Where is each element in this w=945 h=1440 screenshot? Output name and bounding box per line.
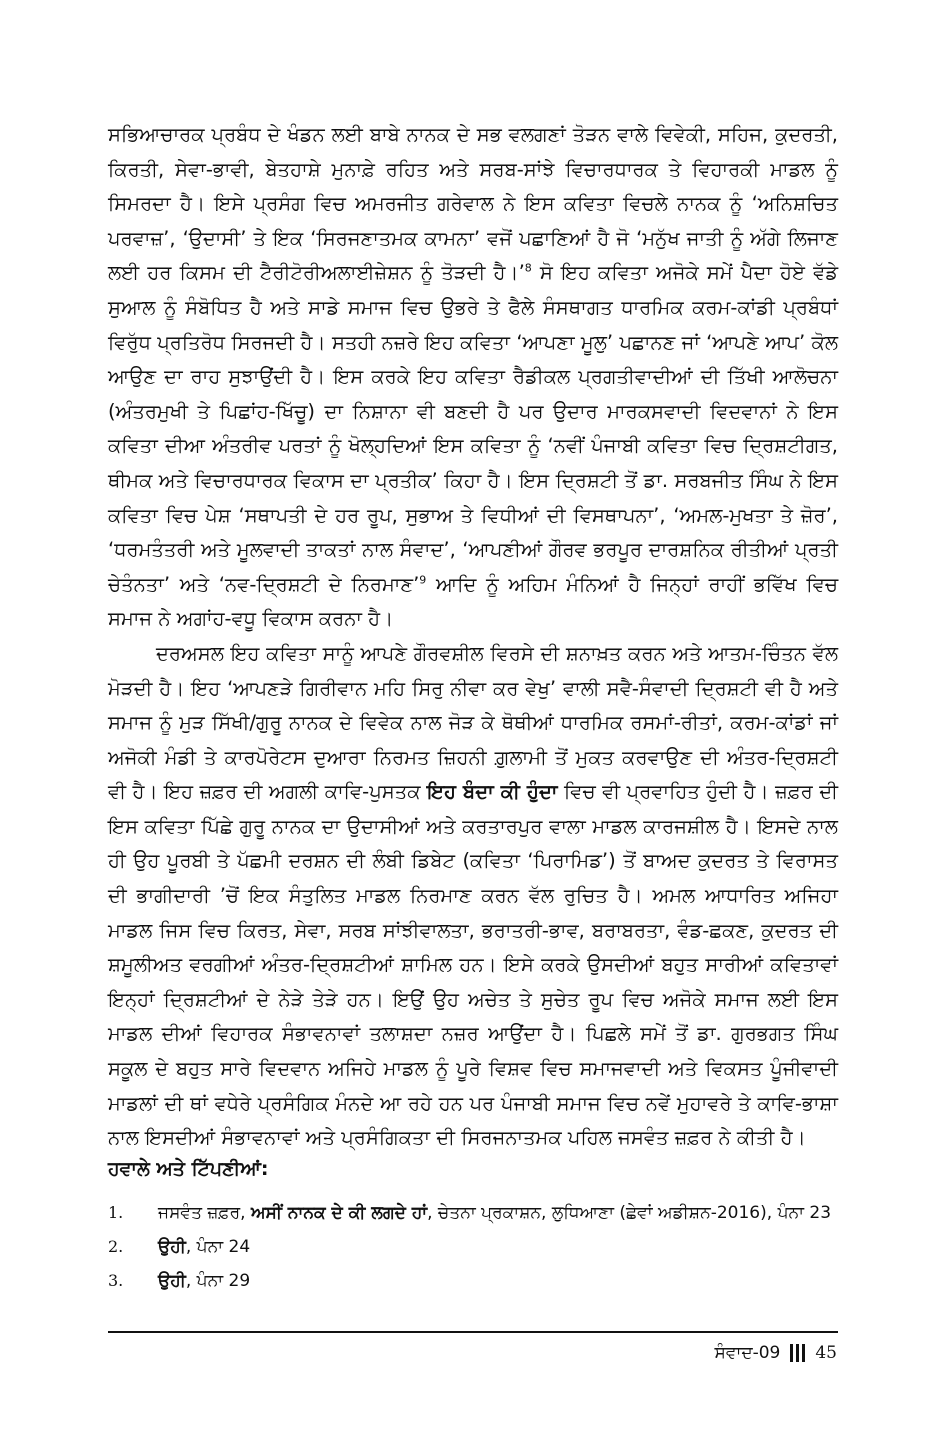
paragraph-2-text-a: ਦਰਅਸਲ ਇਹ ਕਵਿਤਾ ਸਾਨੂੰ ਆਪਣੇ ਗੌਰਵਸ਼ੀਲ ਵਿਰਸੇ ਦੀ ਸ਼ਨਾਖ਼ਤ ਕਰਨ ਅਤੇ ਆਤਮ-ਚਿੰਤਨ ਵੱਲ ਮੋੜਦੀ ਹੈ। ਇਹ ‘ਆਪਣੜੇ ਗਿਰੀਵਾਨ ਮਹਿ ਸਿਰੁ ਨੀਵਾ ਕਰ ਵੇਖੁ’ ਵਾਲੀ ਸਵੈ-ਸੰਵਾਦੀ ਦ੍ਰਿਸ਼ਟੀ ਵੀ ਹੈ ਅਤੇ ਸਮਾਜ ਨੂੰ ਮੁੜ ਸਿੱਖੀ/ਗੁਰੂ ਨਾਨਕ ਦੇ ਵਿਵੇਕ ਨਾਲ ਜੋੜ ਕੇ ਥੋਥੀਆਂ ਧਾਰਮਿਕ ਰਸਮਾਂ-ਰੀਤਾਂ, ਕਰਮ-ਕਾਂਡਾਂ ਜਾਂ ਅਜੋਕੀ ਮੰਡੀ ਤੇ ਕਾਰਪੋਰੇਟਸ ਦੁਆਰਾ ਨਿਰਮਤ ਜ਼ਿਹਨੀ ਗ਼ੁਲਾਮੀ ਤੋਂ ਮੁਕਤ ਕਰਵਾਉਣ ਦੀ ਅੰਤਰ-ਦ੍ਰਿਸ਼ਟੀ ਵੀ ਹੈ। ਇਹ ਜ਼ਫ਼ਰ ਦੀ ਅਗਲੀ ਕਾਵਿ-ਪੁਸਤਕ bbox=[108, 641, 838, 804]
reference-number: 3. bbox=[108, 1271, 124, 1290]
footnote-ref-9: 9 bbox=[419, 573, 427, 587]
paragraph-1-text-c: ਆਦਿ ਨੂੰ ਅਹਿਮ ਮੰਨਿਆਂ ਹੈ ਜਿਨ੍ਹਾਂ ਰਾਹੀਂ ਭਵਿੱਖ ਵਿਚ ਸਮਾਜ ਨੇ ਅਗਾਂਹ-ਵਧੂ ਵਿਕਾਸ ਕਰਨਾ ਹੈ। bbox=[108, 572, 838, 631]
reference-details: , ਪੰਨਾ 29 bbox=[185, 1271, 251, 1291]
reference-number: 2. bbox=[108, 1237, 124, 1256]
footer-divider bbox=[108, 1331, 838, 1333]
paragraph-1 bbox=[108, 118, 838, 637]
reference-text: ਜਸਵੰਤ ਜ਼ਫ਼ਰ, bbox=[158, 1203, 251, 1223]
reference-item bbox=[108, 1266, 838, 1296]
reference-title: ਉਹੀ bbox=[158, 1237, 186, 1257]
page-number: 45 bbox=[815, 1343, 837, 1363]
journal-name: ਸੰਵਾਦ-09 bbox=[714, 1343, 781, 1363]
paragraph-1-text-b: ਸੋ ਇਹ ਕਵਿਤਾ ਅਜੋਕੇ ਸਮੇਂ ਪੈਦਾ ਹੋਏ ਵੱਡੇ ਸੁਆਲ ਨੂੰ ਸੰਬੋਧਿਤ ਹੈ ਅਤੇ ਸਾਡੇ ਸਮਾਜ ਵਿਚ ਉਭਰੇ ਤੇ ਫੈਲੇ ਸੰਸਥਾਗਤ ਧਾਰਮਿਕ ਕਰਮ-ਕਾਂਡੀ ਪ੍ਰਬੰਧਾਂ ਵਿਰੁੱਧ ਪ੍ਰਤਿਰੋਧ ਸਿਰਜਦੀ ਹੈ। ਸਤਹੀ ਨਜ਼ਰੇ ਇਹ ਕਵਿਤਾ ‘ਆਪਣਾ ਮੂਲੁ’ ਪਛਾਨਣ ਜਾਂ ‘ਆਪਣੇ ਆਪ’ ਕੋਲ ਆਉਣ ਦਾ ਰਾਹ ਸੁਝਾਉਂਦੀ ਹੈ। ਇਸ ਕਰਕੇ ਇਹ ਕਵਿਤਾ ਰੈਡੀਕਲ ਪ੍ਰਗਤੀਵਾਦੀਆਂ ਦੀ ਤਿੱਖੀ ਆਲੋਚਨਾ (ਅੰਤਰਮੁਖੀ ਤੇ ਪਿਛਾਂਹ-ਖਿੱਚੂ) ਦਾ ਨਿਸ਼ਾਨਾ ਵੀ ਬਣਦੀ ਹੈ ਪਰ ਉਦਾਰ ਮਾਰਕਸਵਾਦੀ ਵਿਦਵਾਨਾਂ ਨੇ ਇਸ ਕਵਿਤਾ ਦੀਆ ਅੰਤਰੀਵ ਪਰਤਾਂ ਨੂੰ ਖੋਲ੍ਹਦਿਆਂ ਇਸ ਕਵਿਤਾ ਨੂੰ ‘ਨਵੀਂ ਪੰਜਾਬੀ ਕਵਿਤਾ ਵਿਚ ਦ੍ਰਿਸ਼ਟੀਗਤ, ਥੀਮਕ ਅਤੇ ਵਿਚਾਰਧਾਰਕ ਵਿਕਾਸ ਦਾ ਪ੍ਰਤੀਕ’ ਕਿਹਾ ਹੈ। ਇਸ ਦ੍ਰਿਸ਼ਟੀ ਤੋਂ ਡਾ. ਸਰਬਜੀਤ ਸਿੰਘ ਨੇ ਇਸ ਕਵਿਤਾ ਵਿਚ ਪੇਸ਼ ‘ਸਥਾਪਤੀ ਦੇ ਹਰ ਰੂਪ, ਸੁਭਾਅ ਤੇ ਵਿਧੀਆਂ ਦੀ ਵਿਸਥਾਪਨਾ’, ‘ਅਮਲ-ਮੁਖਤਾ ਤੇ ਜ਼ੋਰ’, ‘ਧਰਮਤੰਤਰੀ ਅਤੇ ਮੂਲਵਾਦੀ ਤਾਕਤਾਂ ਨਾਲ ਸੰਵਾਦ’, ‘ਆਪਣੀਆਂ ਗੌਰਵ ਭਰਪੂਰ ਦਾਰਸ਼ਨਿਕ ਰੀਤੀਆਂ ਪ੍ਰਤੀ ਚੇਤੰਨਤਾ’ ਅਤੇ ‘ਨਵ-ਦ੍ਰਿਸ਼ਟੀ ਦੇ ਨਿਰਮਾਣ’ bbox=[108, 261, 838, 596]
reference-item bbox=[108, 1198, 838, 1228]
reference-details: , ਪੰਨਾ 24 bbox=[185, 1237, 251, 1257]
paragraph-2-text-b: ਵਿਚ ਵੀ ਪ੍ਰਵਾਹਿਤ ਹੁੰਦੀ ਹੈ। ਜ਼ਫ਼ਰ ਦੀ ਇਸ ਕਵਿਤਾ ਪਿੱਛੇ ਗੁਰੂ ਨਾਨਕ ਦਾ ਉਦਾਸੀਆਂ ਅਤੇ ਕਰਤਾਰਪੁਰ ਵਾਲਾ ਮਾਡਲ ਕਾਰਜਸ਼ੀਲ ਹੈ। ਇਸਦੇ ਨਾਲ ਹੀ ਉਹ ਪੂਰਬੀ ਤੇ ਪੱਛਮੀ ਦਰਸ਼ਨ ਦੀ ਲੰਬੀ ਡਿਬੇਟ (ਕਵਿਤਾ ‘ਪਿਰਾਮਿਡ’) ਤੋਂ ਬਾਅਦ ਕੁਦਰਤ ਤੇ ਵਿਰਾਸਤ ਦੀ ਭਾਗੀਦਾਰੀ ’ਚੋਂ ਇਕ ਸੰਤੁਲਿਤ ਮਾਡਲ ਨਿਰਮਾਣ ਕਰਨ ਵੱਲ ਰੁਚਿਤ ਹੈ। ਅਮਲ ਆਧਾਰਿਤ ਅਜਿਹਾ ਮਾਡਲ ਜਿਸ ਵਿਚ ਕਿਰਤ, ਸੇਵਾ, ਸਰਬ ਸਾਂਝੀਵਾਲਤਾ, ਭਰਾਤਰੀ-ਭਾਵ, ਬਰਾਬਰਤਾ, ਵੰਡ-ਛਕਣ, ਕੁਦਰਤ ਦੀ ਸ਼ਮੂਲੀਅਤ ਵਰਗੀਆਂ ਅੰਤਰ-ਦ੍ਰਿਸ਼ਟੀਆਂ ਸ਼ਾਮਿਲ ਹਨ। ਇਸੇ ਕਰਕੇ ਉਸਦੀਆਂ ਬਹੁਤ ਸਾਰੀਆਂ ਕਵਿਤਾਵਾਂ ਇਨ੍ਹਾਂ ਦ੍ਰਿਸ਼ਟੀਆਂ ਦੇ ਨੇੜੇ ਤੇੜੇ ਹਨ। ਇਉਂ ਉਹ ਅਚੇਤ ਤੇ ਸੁਚੇਤ ਰੂਪ ਵਿਚ ਅਜੋਕੇ ਸਮਾਜ ਲਈ ਇਸ ਮਾਡਲ ਦੀਆਂ ਵਿਹਾਰਕ ਸੰਭਾਵਨਾਵਾਂ ਤਲਾਸ਼ਦਾ ਨਜ਼ਰ ਆਉਂਦਾ ਹੈ। ਪਿਛਲੇ ਸਮੇਂ ਤੋਂ ਡਾ. ਗੁਰਭਗਤ ਸਿੰਘ ਸਕੂਲ ਦੇ ਬਹੁਤ ਸਾਰੇ ਵਿਦਵਾਨ ਅਜਿਹੇ ਮਾਡਲ ਨੂੰ ਪੂਰੇ ਵਿਸ਼ਵ ਵਿਚ ਸਮਾਜਵਾਦੀ ਅਤੇ ਵਿਕਸਤ ਪੂੰਜੀਵਾਦੀ ਮਾਡਲਾਂ ਦੀ ਥਾਂ ਵਧੇਰੇ ਪ੍ਰਸੰਗਿਕ ਮੰਨਦੇ ਆ ਰਹੇ ਹਨ ਪਰ ਪੰਜਾਬੀ ਸਮਾਜ ਵਿਚ ਨਵੇਂ ਮੁਹਾਵਰੇ ਤੇ ਕਾਵਿ-ਭਾਸ਼ਾ ਨਾਲ ਇਸਦੀਆਂ ਸੰਭਾਵਨਾਵਾਂ ਅਤੇ ਪ੍ਰਸੰਗਿਕਤਾ ਦੀ ਸਿਰਜਨਾਤਮਕ ਪਹਿਲ ਜਸਵੰਤ ਜ਼ਫ਼ਰ ਨੇ ਕੀਤੀ ਹੈ। bbox=[108, 780, 838, 1150]
book-title-bold: ਇਹ ਬੰਦਾ ਕੀ ਹੁੰਦਾ bbox=[427, 780, 558, 804]
reference-title: ਉਹੀ bbox=[158, 1271, 186, 1291]
reference-title: ਅਸੀਂ ਨਾਨਕ ਦੇ ਕੀ ਲਗਦੇ ਹਾਂ bbox=[250, 1203, 428, 1223]
paragraph-1-text-a: ਸਭਿਆਚਾਰਕ ਪ੍ਰਬੰਧ ਦੇ ਖੰਡਨ ਲਈ ਬਾਬੇ ਨਾਨਕ ਦੇ ਸਭ ਵਲਗਣਾਂ ਤੋੜਨ ਵਾਲੇ ਵਿਵੇਕੀ, ਸਹਿਜ, ਕੁਦਰਤੀ, ਕਿਰਤੀ, ਸੇਵਾ-ਭਾਵੀ, ਬੇਤਹਾਸ਼ੇ ਮੁਨਾਫ਼ੇ ਰਹਿਤ ਅਤੇ ਸਰਬ-ਸਾਂਝੇ ਵਿਚਾਰਧਾਰਕ ਤੇ ਵਿਹਾਰਕੀ ਮਾਡਲ ਨੂੰ ਸਿਮਰਦਾ ਹੈ। ਇਸੇ ਪ੍ਰਸੰਗ ਵਿਚ ਅਮਰਜੀਤ ਗਰੇਵਾਲ ਨੇ ਇਸ ਕਵਿਤਾ ਵਿਚਲੇ ਨਾਨਕ ਨੂੰ ‘ਅਨਿਸ਼ਚਿਤ ਪਰਵਾਜ਼’, ‘ਉਦਾਸੀ’ ਤੇ ਇਕ ‘ਸਿਰਜਣਾਤਮਕ ਕਾਮਨਾ’ ਵਜੋਂ ਪਛਾਣਿਆਂ ਹੈ ਜੋ ‘ਮਨੁੱਖ ਜਾਤੀ ਨੂੰ ਅੱਗੇ ਲਿਜਾਣ ਲਈ ਹਰ ਕਿਸਮ ਦੀ ਟੈਰੀਟੋਰੀਅਲਾਈਜ਼ੇਸ਼ਨ ਨੂੰ ਤੋੜਦੀ ਹੈ।’ bbox=[108, 123, 838, 285]
reference-item bbox=[108, 1232, 838, 1262]
footnote-ref-8: 8 bbox=[524, 261, 532, 275]
references-heading: ਹਵਾਲੇ ਅਤੇ ਟਿੱਪਣੀਆਂ: bbox=[108, 1158, 269, 1180]
references-list bbox=[108, 1198, 838, 1300]
reference-number: 1. bbox=[108, 1203, 124, 1222]
article-body bbox=[108, 118, 838, 1156]
paragraph-2 bbox=[108, 637, 838, 1156]
reference-details: , ਚੇਤਨਾ ਪ੍ਰਕਾਸ਼ਨ, ਲੁਧਿਆਣਾ (ਛੇਵਾਂ ਅਡੀਸ਼ਨ-2016), ਪੰਨਾ 23 bbox=[427, 1203, 832, 1223]
page-footer bbox=[715, 1343, 838, 1363]
triple-bar-icon bbox=[790, 1344, 805, 1362]
